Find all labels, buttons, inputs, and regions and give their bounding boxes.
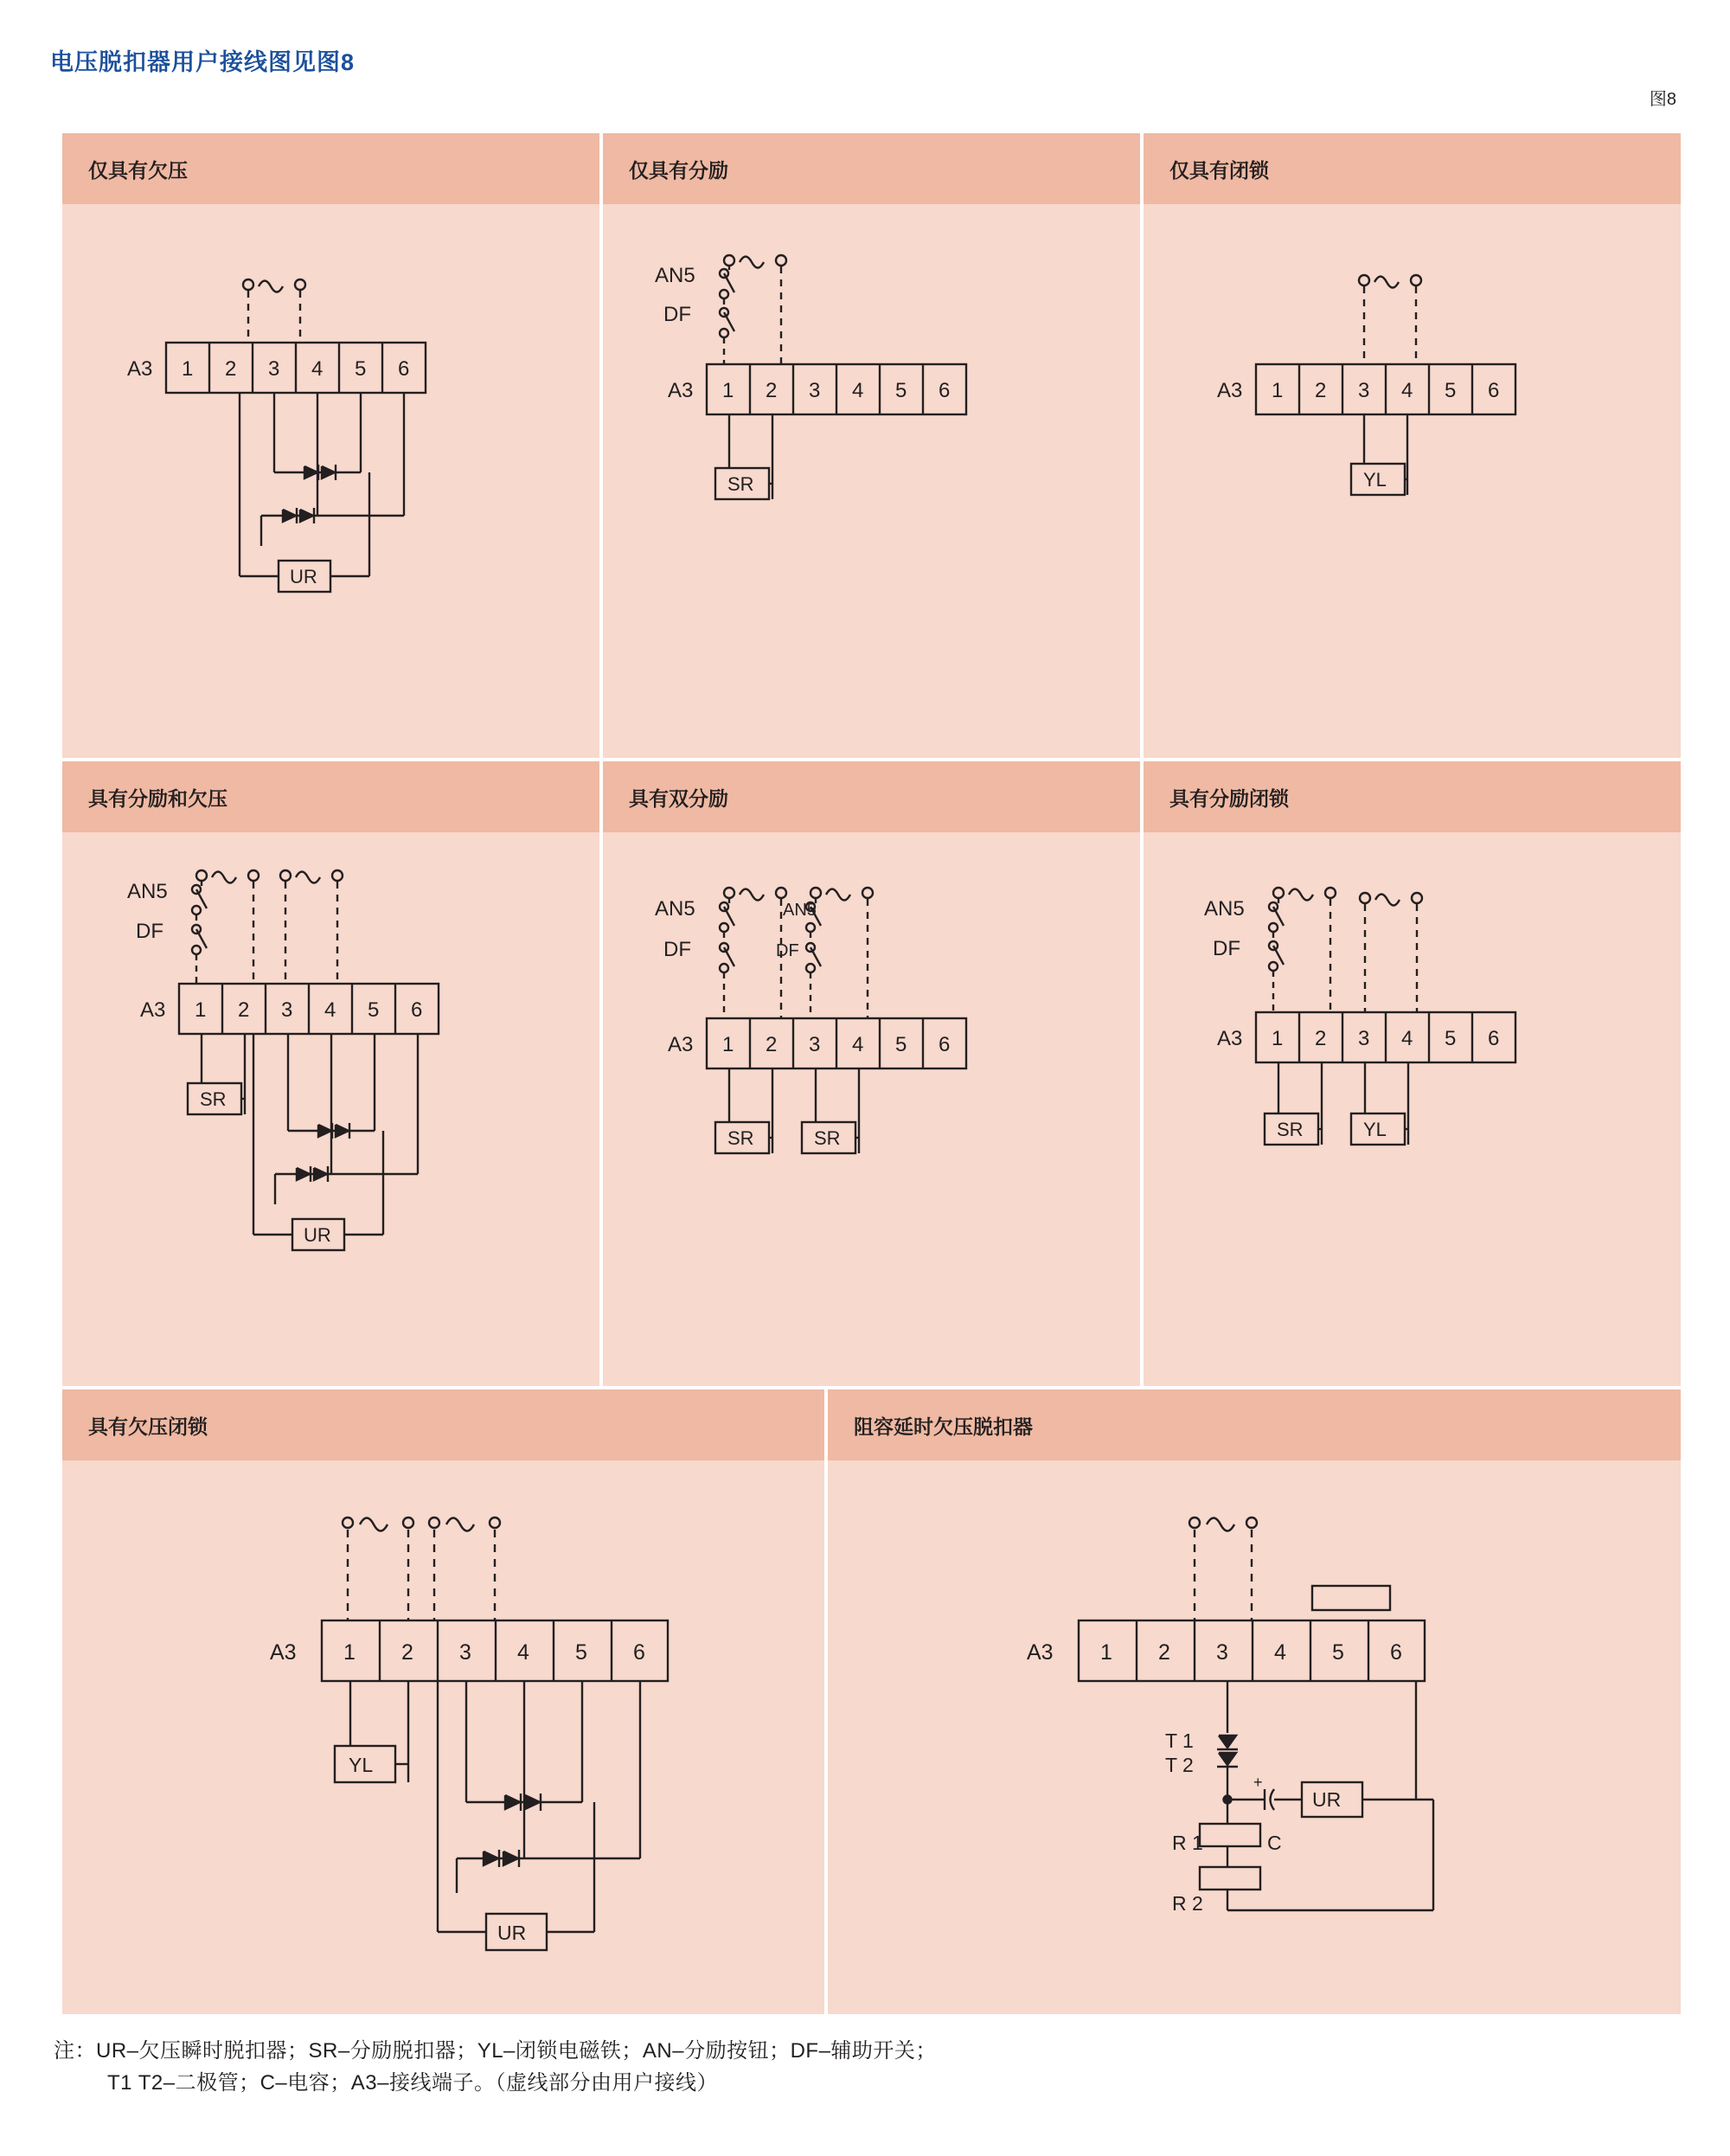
svg-text:4: 4 [324, 998, 336, 1022]
svg-text:A3: A3 [1027, 1640, 1054, 1665]
svg-text:AN5: AN5 [1203, 897, 1245, 921]
svg-text:2: 2 [765, 379, 778, 402]
svg-text:6: 6 [1487, 1027, 1500, 1050]
svg-text:2: 2 [1158, 1640, 1170, 1665]
svg-text:AN5: AN5 [654, 897, 695, 921]
svg-text:1: 1 [1271, 379, 1284, 402]
svg-text:6: 6 [633, 1640, 645, 1665]
svg-text:A3: A3 [127, 357, 153, 381]
panel-title: 仅具有闭锁 [1144, 133, 1681, 204]
svg-text:1: 1 [343, 1640, 356, 1665]
svg-text:2: 2 [225, 357, 237, 381]
svg-text:YL: YL [349, 1754, 374, 1776]
svg-text:6: 6 [411, 998, 423, 1022]
svg-text:5: 5 [368, 998, 380, 1022]
diagram-grid [61, 132, 1682, 2016]
svg-text:DF: DF [136, 920, 163, 943]
svg-text:UR: UR [497, 1922, 527, 1944]
svg-text:R 2: R 2 [1172, 1892, 1203, 1915]
svg-text:SR: SR [813, 1127, 841, 1149]
svg-text:1: 1 [721, 1033, 734, 1056]
panel-diagram [828, 1460, 1681, 2014]
svg-text:A3: A3 [140, 998, 166, 1022]
panel-diagram [603, 204, 1140, 758]
svg-text:A3: A3 [270, 1640, 297, 1665]
diagram-row-3 [61, 1388, 1682, 2016]
svg-text:UR: UR [290, 566, 317, 587]
svg-text:5: 5 [894, 379, 907, 402]
figure-label: 图8 [1649, 90, 1676, 109]
svg-text:6: 6 [398, 357, 410, 381]
svg-text:1: 1 [721, 379, 734, 402]
svg-text:4: 4 [851, 379, 864, 402]
svg-text:DF: DF [775, 941, 799, 960]
svg-text:A3: A3 [667, 1033, 694, 1056]
svg-text:5: 5 [355, 357, 367, 381]
svg-text:4: 4 [851, 1033, 864, 1056]
panel-only-shunt [601, 132, 1142, 760]
svg-text:5: 5 [894, 1033, 907, 1056]
svg-text:+: + [1253, 1774, 1263, 1791]
svg-text:5: 5 [575, 1640, 587, 1665]
svg-text:4: 4 [1400, 1027, 1413, 1050]
panel-undervoltage-lock [61, 1388, 826, 2016]
legend-note [54, 2035, 937, 2099]
svg-text:DF: DF [663, 303, 691, 326]
diagram-row-1 [61, 132, 1682, 760]
svg-text:2: 2 [1314, 1027, 1327, 1050]
panel-title: 具有双分励 [603, 761, 1140, 832]
svg-text:6: 6 [938, 379, 951, 402]
svg-text:2: 2 [765, 1033, 778, 1056]
panel-diagram [1144, 204, 1681, 758]
svg-text:A3: A3 [1216, 379, 1243, 402]
svg-text:2: 2 [401, 1640, 413, 1665]
panel-diagram [62, 832, 599, 1386]
svg-text:R 1: R 1 [1172, 1832, 1203, 1854]
panel-diagram [62, 204, 599, 758]
svg-text:T 2: T 2 [1165, 1754, 1194, 1776]
panel-shunt-lock [1142, 760, 1682, 1388]
svg-text:3: 3 [281, 998, 293, 1022]
svg-text:SR: SR [200, 1088, 227, 1110]
legend-note-line2: T1 T2–二极管；C–电容；A3–接线端子。（虚线部分由用户接线） [107, 2071, 718, 2095]
svg-text:AN5: AN5 [782, 901, 817, 920]
svg-text:3: 3 [1357, 379, 1370, 402]
svg-text:A3: A3 [667, 379, 694, 402]
svg-text:4: 4 [1400, 379, 1413, 402]
panel-only-lock [1142, 132, 1682, 760]
svg-text:1: 1 [1271, 1027, 1284, 1050]
panel-title: 阻容延时欠压脱扣器 [828, 1389, 1681, 1460]
svg-text:YL: YL [1362, 1119, 1387, 1140]
panel-title: 具有分励闭锁 [1144, 761, 1681, 832]
svg-text:4: 4 [517, 1640, 529, 1665]
panel-title: 具有欠压闭锁 [62, 1389, 824, 1460]
panel-diagram [603, 832, 1140, 1386]
svg-text:SR: SR [727, 1127, 754, 1149]
svg-text:1: 1 [1100, 1640, 1112, 1665]
page-title: 电压脱扣器用户接线图见图8 [50, 49, 356, 75]
svg-text:5: 5 [1332, 1640, 1344, 1665]
svg-text:SR: SR [1276, 1119, 1304, 1140]
diagram-row-2 [61, 760, 1682, 1388]
svg-text:YL: YL [1362, 469, 1387, 491]
panel-title: 仅具有分励 [603, 133, 1140, 204]
legend-note-line1: 注：UR–欠压瞬时脱扣器；SR–分励脱扣器；YL–闭锁电磁铁；AN–分励按钮；DF–辅助开关； [54, 2039, 937, 2063]
svg-text:6: 6 [1390, 1640, 1402, 1665]
svg-text:6: 6 [1487, 379, 1500, 402]
panel-title: 仅具有欠压 [62, 133, 599, 204]
panel-only-undervoltage [61, 132, 601, 760]
svg-text:3: 3 [1216, 1640, 1228, 1665]
svg-text:2: 2 [1314, 379, 1327, 402]
svg-text:3: 3 [459, 1640, 471, 1665]
svg-text:2: 2 [238, 998, 250, 1022]
svg-text:AN5: AN5 [127, 880, 168, 903]
panel-title: 具有分励和欠压 [62, 761, 599, 832]
panel-dual-shunt [601, 760, 1142, 1388]
panel-diagram [62, 1460, 824, 2014]
svg-text:1: 1 [182, 357, 194, 381]
svg-text:4: 4 [1274, 1640, 1286, 1665]
svg-text:C: C [1267, 1832, 1282, 1854]
svg-text:UR: UR [1312, 1788, 1342, 1811]
svg-text:DF: DF [663, 938, 691, 961]
svg-text:SR: SR [727, 473, 754, 495]
svg-text:3: 3 [1357, 1027, 1370, 1050]
svg-text:UR: UR [304, 1224, 331, 1246]
panel-rc-delay-undervoltage [826, 1388, 1682, 2016]
svg-text:6: 6 [938, 1033, 951, 1056]
svg-text:4: 4 [311, 357, 324, 381]
panel-shunt-and-undervoltage [61, 760, 601, 1388]
svg-text:5: 5 [1444, 1027, 1457, 1050]
svg-text:5: 5 [1444, 379, 1457, 402]
svg-text:AN5: AN5 [654, 264, 695, 287]
svg-text:A3: A3 [1216, 1027, 1243, 1050]
svg-text:DF: DF [1212, 937, 1240, 960]
svg-text:T 1: T 1 [1165, 1729, 1194, 1752]
svg-text:3: 3 [268, 357, 280, 381]
panel-diagram [1144, 832, 1681, 1386]
svg-text:1: 1 [195, 998, 207, 1022]
svg-text:3: 3 [808, 1033, 821, 1056]
svg-text:3: 3 [808, 379, 821, 402]
